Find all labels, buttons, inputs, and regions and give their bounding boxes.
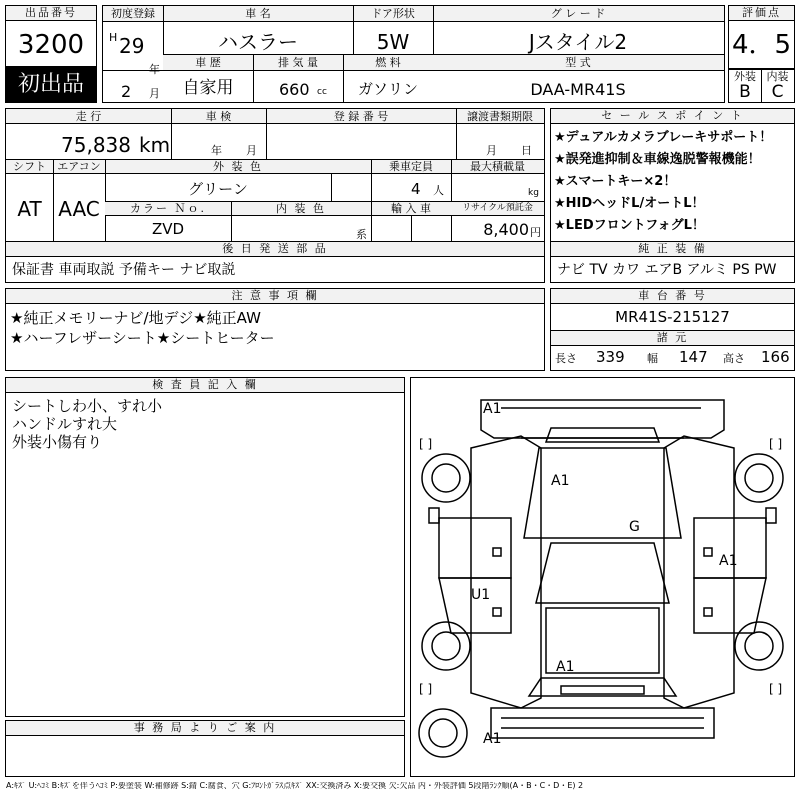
inspector-box: 検 査 員 記 入 欄 シートしわ小、すれ小 ハンドルすれ大 外装小傷有り bbox=[5, 377, 405, 717]
width: 147 bbox=[679, 348, 708, 366]
chassis-number: MR41S-215127 bbox=[615, 308, 730, 326]
displacement: 660 bbox=[279, 80, 310, 99]
standard-equipment: ナビ TV カワ エアB アルミ PS PW bbox=[557, 262, 777, 278]
chassis-box: 車 台 番 号 MR41S-215127 諸 元 長さ 339 幅 147 高さ 166 bbox=[550, 288, 795, 371]
score: 4．5 bbox=[731, 30, 792, 60]
reg-month: 2 bbox=[121, 82, 132, 101]
score-box: 評価点 4．5 外装 内装 B C bbox=[728, 5, 795, 103]
model-code: DAA-MR41S bbox=[530, 80, 626, 99]
door-label: ドア形状 bbox=[371, 7, 415, 20]
car-diagram-svg bbox=[411, 378, 794, 776]
length: 339 bbox=[596, 348, 625, 366]
inspector-line: ハンドルすれ大 bbox=[12, 415, 118, 433]
damage-mark: G bbox=[629, 519, 640, 535]
sales-point: ★HIDヘッドL/オートL！ bbox=[554, 196, 705, 211]
damage-mark: A1 bbox=[483, 401, 502, 417]
note-line: ★純正メモリーナビ/地デジ★純正AW bbox=[10, 309, 261, 327]
lot-box bbox=[5, 5, 97, 67]
ext-grade: B bbox=[739, 82, 751, 102]
sales-point: ★LEDフロントフォグL！ bbox=[554, 218, 705, 233]
later-parts: 保証書 車両取説 予備キー ナビ取説 bbox=[12, 262, 236, 278]
bracket-mark: [ ] bbox=[769, 437, 783, 451]
inspector-line: シートしわ小、すれ小 bbox=[12, 397, 163, 415]
damage-diagram bbox=[410, 377, 795, 777]
int-grade: C bbox=[771, 82, 784, 102]
sales-point: ★デュアルカメラブレーキサポート！ bbox=[554, 130, 773, 145]
lot-number: 3200 bbox=[17, 30, 85, 60]
color-number: ZVD bbox=[151, 220, 185, 238]
bracket-mark: [ ] bbox=[419, 682, 433, 696]
reg-label: 初度登録 bbox=[111, 7, 155, 20]
legend-text: A:ｷｽﾞ U:ﾍｺﾐ B:ｷｽﾞを伴うﾍｺﾐ P:要塗装 W:補修跡 S:錆 C:腐食、穴 G:ﾌﾛﾝﾄｶﾞﾗｽ点ｷｽﾞ XX:交換済み X:要交換 欠:欠品 内・外装評価 5段階ﾗﾝｸ順(A・B・C・D・E) 2 bbox=[6, 782, 584, 790]
note-line: ★ハーフレザーシート★シートヒーター bbox=[10, 329, 275, 347]
exterior-color: グリーン bbox=[188, 180, 248, 198]
inspector-line: 外装小傷有り bbox=[12, 433, 103, 451]
damage-mark: A1 bbox=[551, 473, 570, 489]
door-type: 5W bbox=[376, 30, 410, 54]
main-header-table: 初度登録 車 名 ドア形状 グ レ ー ド H 29 年 ハスラー 5W Jスタイル2 車 歴 排 気 量 燃 料 型 式 2 月 自家用 660 cc ガソリン DAA-MR41S bbox=[102, 5, 725, 103]
office-box: 事 務 局 よ り ご 案 内 bbox=[5, 720, 405, 777]
damage-mark: A1 bbox=[719, 553, 738, 569]
vehicle-info-table: 走 行 車 検 登 録 番 号 譲渡書類期限 75,838 km 年 月 月 日 シフト エアコン 外 装 色 乗車定員 最大積載量 グリーン 4 人 kg AT AAC カラー Ｎｏ. 内 装 色 輸 入 車 リサイクル預託金 ZVD 系 8,400 円 後 日 発 送 部 品 保証書 車両取説 予備キー ナビ取説 bbox=[5, 108, 545, 283]
aircon: AAC bbox=[58, 197, 100, 221]
reg-year: 29 bbox=[119, 34, 145, 58]
first-listing-badge: 初出品 bbox=[5, 67, 97, 103]
history: 自家用 bbox=[182, 78, 234, 98]
grade-label: グ レ ー ド bbox=[550, 7, 606, 20]
name-label: 車 名 bbox=[245, 7, 271, 20]
grade: Jスタイル2 bbox=[528, 30, 628, 54]
sales-points-box: セ ー ル ス ポ イ ン ト ★デュアルカメラブレーキサポート！ ★誤発進抑制＆車線逸脱警報機能！ ★スマートキー×2！ ★HIDヘッドL/オートL！ ★LEDフロントフォグL！ 純 正 装 備 ナビ TV カワ エアB アルミ PS PW bbox=[550, 108, 795, 283]
car-name: ハスラー bbox=[218, 30, 298, 54]
capacity: 4 bbox=[411, 180, 421, 198]
bracket-mark: [ ] bbox=[769, 682, 783, 696]
damage-mark: A1 bbox=[483, 731, 502, 747]
sales-point: ★スマートキー×2！ bbox=[554, 174, 677, 189]
lot-label: 出品番号 bbox=[6, 6, 96, 21]
recycle-fee: 8,400 bbox=[483, 220, 529, 239]
notes-box: 注 意 事 項 欄 ★純正メモリーナビ/地デジ★純正AW ★ハーフレザーシート★シートヒーター bbox=[5, 288, 545, 371]
sales-point: ★誤発進抑制＆車線逸脱警報機能！ bbox=[554, 152, 761, 167]
damage-mark: A1 bbox=[556, 659, 575, 675]
damage-mark: U1 bbox=[471, 587, 491, 603]
mileage: 75,838 bbox=[61, 133, 131, 157]
height: 166 bbox=[761, 348, 790, 366]
bracket-mark: [ ] bbox=[419, 437, 433, 451]
shift: AT bbox=[17, 197, 42, 221]
fuel: ガソリン bbox=[357, 80, 418, 98]
